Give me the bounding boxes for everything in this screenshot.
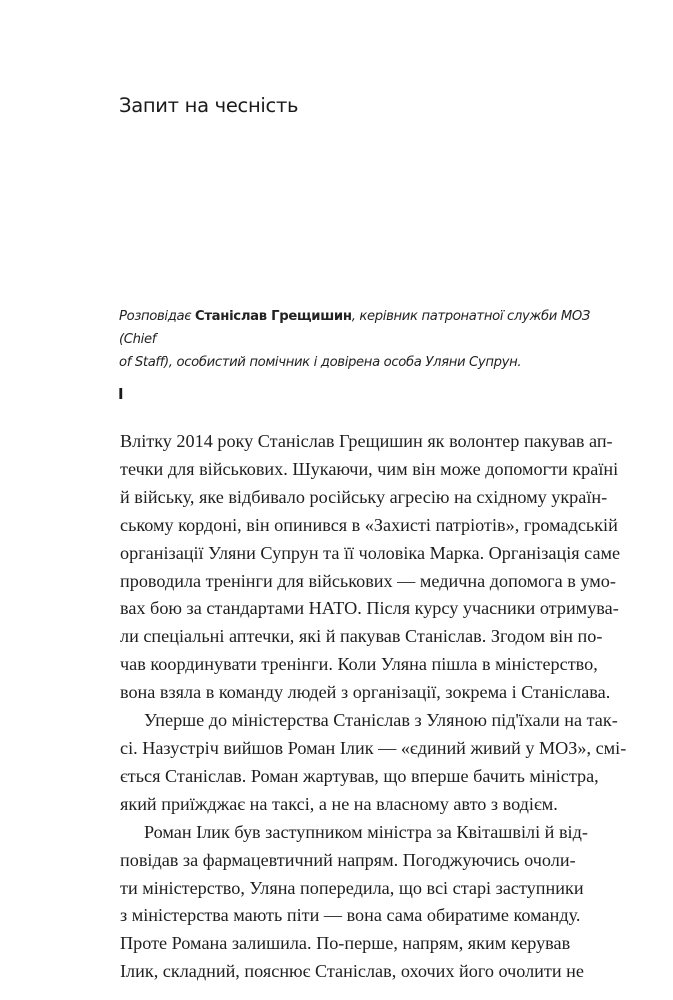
text-line: Влітку 2014 року Станіслав Грещишин як волонтер пакував ап- <box>120 431 613 451</box>
intro-rest: , керівник патронатної служби МОЗ (Chief <box>119 309 590 347</box>
text-line: ському кордоні, він опинився в «Захисті патріотів», громадській <box>120 514 618 535</box>
text-line: Проте Романа залишила. По-перше, напрям, яким керував <box>120 933 571 954</box>
paragraph-3 <box>120 819 588 986</box>
text-line: ти міністерство, Уляна попередила, що всі старі заступники <box>120 877 584 898</box>
chapter-title: Запит на чесність <box>119 94 299 117</box>
text-line: повідав за фармацевтичний напрям. Погоджуючись очоли- <box>120 849 576 870</box>
body-text <box>120 428 627 986</box>
text-line: й війську, яке відбивало російську агресію на східному україн- <box>120 486 608 507</box>
text-line: Уперше до міністерства Станіслав з Уляною під'їхали на так- <box>144 710 618 731</box>
text-line: проводила тренінги для військових — медична допомога в умо- <box>120 570 616 591</box>
intro-line-2: of Staff), особистий помічник і довірена особа Уляни Супрун. <box>119 355 522 370</box>
chapter-intro <box>119 305 599 374</box>
section-number: I <box>118 385 124 403</box>
text-line: вах бою за стандартами НАТО. Після курсу учасники отримува- <box>120 598 619 619</box>
paragraph-1 <box>120 428 621 707</box>
text-line: Ілик, складний, пояснює Станіслав, охочих його очолити не <box>120 961 584 982</box>
text-line: ли спеціальні аптечки, які й пакував Станіслав. Згодом він по- <box>120 626 603 647</box>
text-line: ється Станіслав. Роман жартував, що вперше бачить міністра, <box>120 765 599 786</box>
paragraph-2 <box>120 707 627 819</box>
text-line: сі. Назустріч вийшов Роман Ілик — «єдиний живий у МОЗ», смі- <box>120 737 627 758</box>
text-line: чав координувати тренінги. Коли Уляна пішла в міністерство, <box>120 654 598 675</box>
text-line: Роман Ілик був заступником міністра за Квіташвілі й від- <box>144 821 588 842</box>
intro-prefix: Розповідає <box>119 309 195 324</box>
text-line: з міністерства мають піти — вона сама обиратиме команду. <box>120 905 581 926</box>
text-line: течки для військових. Шукаючи, чим він може допомогти країні <box>120 458 619 479</box>
intro-narrator-name: Станіслав Грещишин <box>194 309 352 324</box>
text-line: вона взяла в команду людей з організації, зокрема і Станіслава. <box>120 682 611 703</box>
text-line: організації Уляни Супрун та її чоловіка Марка. Організація саме <box>120 542 621 563</box>
text-line: який приїжджає на таксі, а не на власному авто з водієм. <box>120 793 558 814</box>
